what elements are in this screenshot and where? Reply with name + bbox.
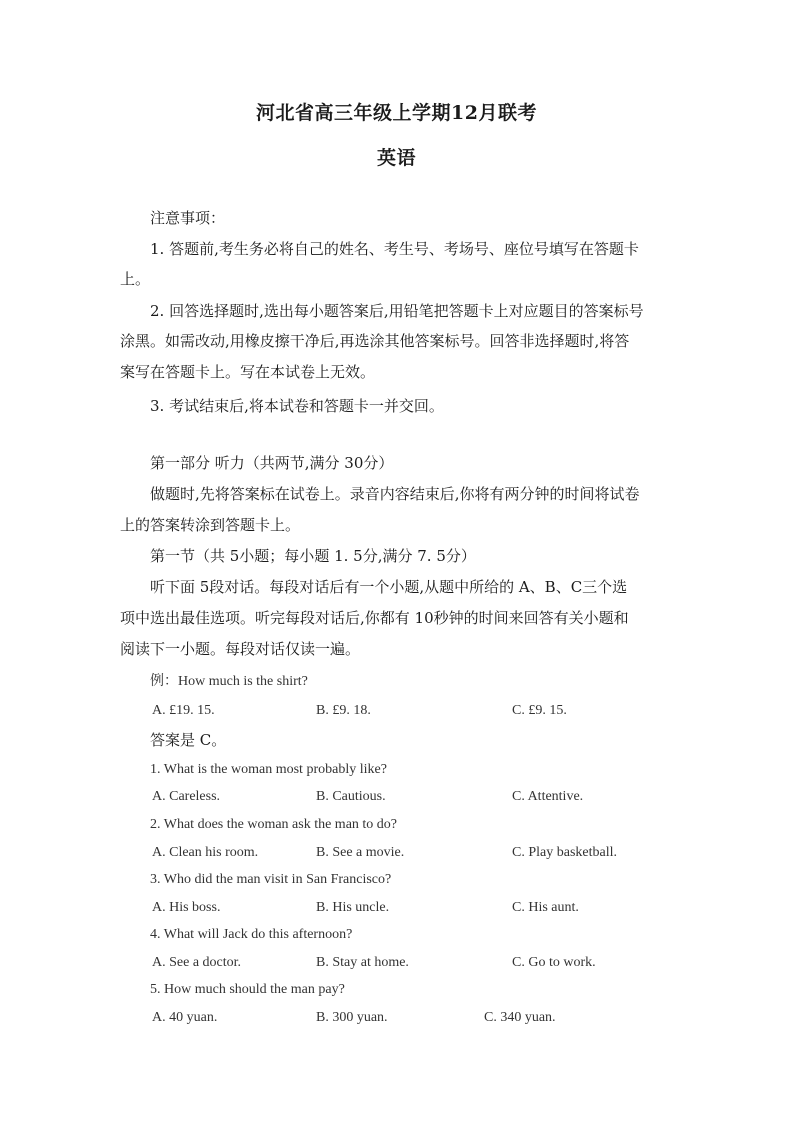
q2-option-c: C. Play basketball. — [512, 845, 617, 860]
q5-option-b: B. 300 yuan. — [316, 1010, 388, 1025]
part1-intro: 做题时,先将答案标在试卷上。录音内容结束后,你将有两分钟的时间将试卷 — [150, 485, 640, 503]
q1-option-c: C. Attentive. — [512, 789, 584, 804]
q4-option-b: B. Stay at home. — [316, 955, 409, 970]
question-1: 1. What is the woman most probably like? — [150, 762, 387, 777]
q2-option-a: A. Clean his room. — [152, 845, 259, 860]
exam-title: 河北省高三年级上学期12月联考 — [256, 102, 537, 124]
section1-heading: 第一节（共 5小题；每小题 1. 5分,满分 7. 5分） — [150, 547, 476, 565]
q5-option-a: A. 40 yuan. — [152, 1010, 218, 1025]
example-option-a: A. £19. 15. — [152, 703, 215, 718]
note-item-1: 1. 答题前,考生务必将自己的姓名、考生号、考场号、座位号填写在答题卡 — [150, 240, 639, 258]
question-2: 2. What does the woman ask the man to do? — [150, 817, 398, 832]
q3-option-c: C. His aunt. — [512, 900, 579, 915]
note-item-2-cont: 涂黑。如需改动,用橡皮擦干净后,再选涂其他答案标号。回答非选择题时,将答 — [120, 332, 630, 350]
note-item-2: 2. 回答选择题时,选出每小题答案后,用铅笔把答题卡上对应题目的答案标号 — [150, 302, 644, 320]
section1-instructions: 听下面 5段对话。每段对话后有一个小题,从题中所给的 A、B、C三个选 — [150, 578, 628, 596]
q1-option-b: B. Cautious. — [316, 789, 386, 804]
example-question: 例：How much is the shirt? — [150, 674, 308, 689]
question-5: 5. How much should the man pay? — [150, 982, 345, 997]
question-4: 4. What will Jack do this afternoon? — [150, 927, 353, 942]
note-item-2-cont2: 案写在答题卡上。写在本试卷上无效。 — [120, 363, 376, 381]
q3-option-a: A. His boss. — [152, 900, 221, 915]
exam-subject: 英语 — [376, 147, 416, 169]
part1-heading: 第一部分 听力（共两节,满分 30分） — [150, 454, 394, 472]
q2-option-b: B. See a movie. — [316, 845, 405, 860]
q4-option-c: C. Go to work. — [512, 955, 596, 970]
example-option-b: B. £9. 18. — [316, 703, 371, 718]
q5-option-c: C. 340 yuan. — [484, 1010, 556, 1025]
part1-intro-cont: 上的答案转涂到答题卡上。 — [120, 516, 301, 534]
q1-option-a: A. Careless. — [152, 789, 221, 804]
example-option-c: C. £9. 15. — [512, 703, 567, 718]
q3-option-b: B. His uncle. — [316, 900, 390, 915]
section1-instructions-cont: 项中选出最佳选项。听完每段对话后,你都有 10秒钟的时间来回答有关小题和 — [120, 609, 629, 627]
section1-instructions-cont2: 阅读下一小题。每段对话仅读一遍。 — [120, 640, 361, 658]
example-answer: 答案是 C。 — [150, 731, 227, 749]
question-3: 3. Who did the man visit in San Francisco? — [150, 872, 392, 887]
note-item-1-cont: 上。 — [120, 270, 151, 288]
notes-heading: 注意事项： — [150, 209, 226, 227]
q4-option-a: A. See a doctor. — [152, 955, 242, 970]
note-item-3: 3. 考试结束后,将本试卷和答题卡一并交回。 — [150, 397, 444, 415]
